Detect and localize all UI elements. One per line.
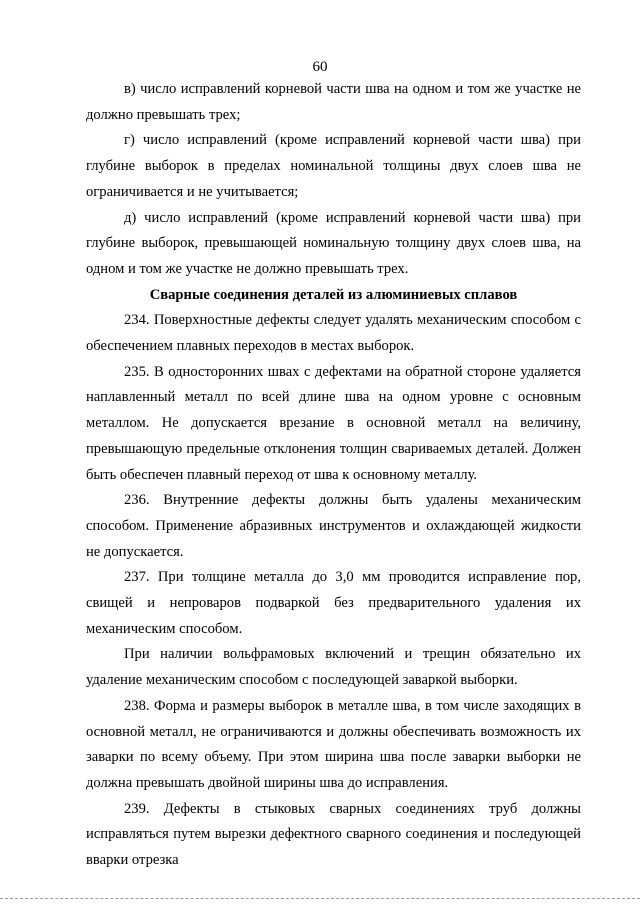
clause-238: 238. Форма и размеры выборок в металле шва, в том числе заходящих в основной металл, не ограничиваются и должны обеспечивать возможность их заварки по всему объему. При этом ширина шва после заварки выборки не должна превышать двойной ширины шва до исправления. — [86, 697, 581, 791]
list-item-v: в) число исправлений корневой части шва на одном и том же участке не должно превышать трех; — [86, 81, 581, 123]
clause-239: 239. Дефекты в стыковых сварных соединениях труб должны исправляться путем вырезки дефектного сварного соединения и последующей вварки отрезка — [86, 800, 581, 869]
section-heading: Сварные соединения деталей из алюминиевых сплавов — [149, 286, 518, 303]
list-item-d: д) число исправлений (кроме исправлений корневой части шва) при глубине выборок, превышающей номинальную толщину двух слоев шва, на одном и том же участке не должно превышать трех. — [86, 209, 581, 277]
page-number: 60 — [312, 59, 328, 75]
bottom-scan-edge — [0, 898, 640, 899]
clause-235: 235. В односторонних швах с дефектами на обратной стороне удаляется наплавленный металл по всей длине шва на одном уровне с основным металлом. Не допускается врезание в основной металл на величину, превышающую предельные отклонения толщин свариваемых деталей. Должен быть обеспечен плавный переход от шва к основному металлу. — [86, 363, 581, 483]
clause-234: 234. Поверхностные дефекты следует удалять механическим способом с обеспечением плавных переходов в местах выборок. — [86, 312, 581, 355]
list-item-g: г) число исправлений (кроме исправлений корневой части шва) при глубине выборок в пределах номинальной толщины двух слоев шва не ограничивается и не учитывается; — [86, 132, 581, 200]
document-body — [86, 77, 581, 874]
clause-237: 237. При толщине металла до 3,0 мм проводится исправление пор, свищей и непроваров подваркой без предварительного удаления их механическим способом. — [86, 569, 581, 637]
clause-236: 236. Внутренние дефекты должны быть удалены механическим способом. Применение абразивных инструментов и охлаждающей жидкости не допускается. — [86, 492, 581, 560]
clause-237-continuation: При наличии вольфрамовых включений и трещин обязательно их удаление механическим способом с последующей заваркой выборки. — [86, 646, 581, 689]
